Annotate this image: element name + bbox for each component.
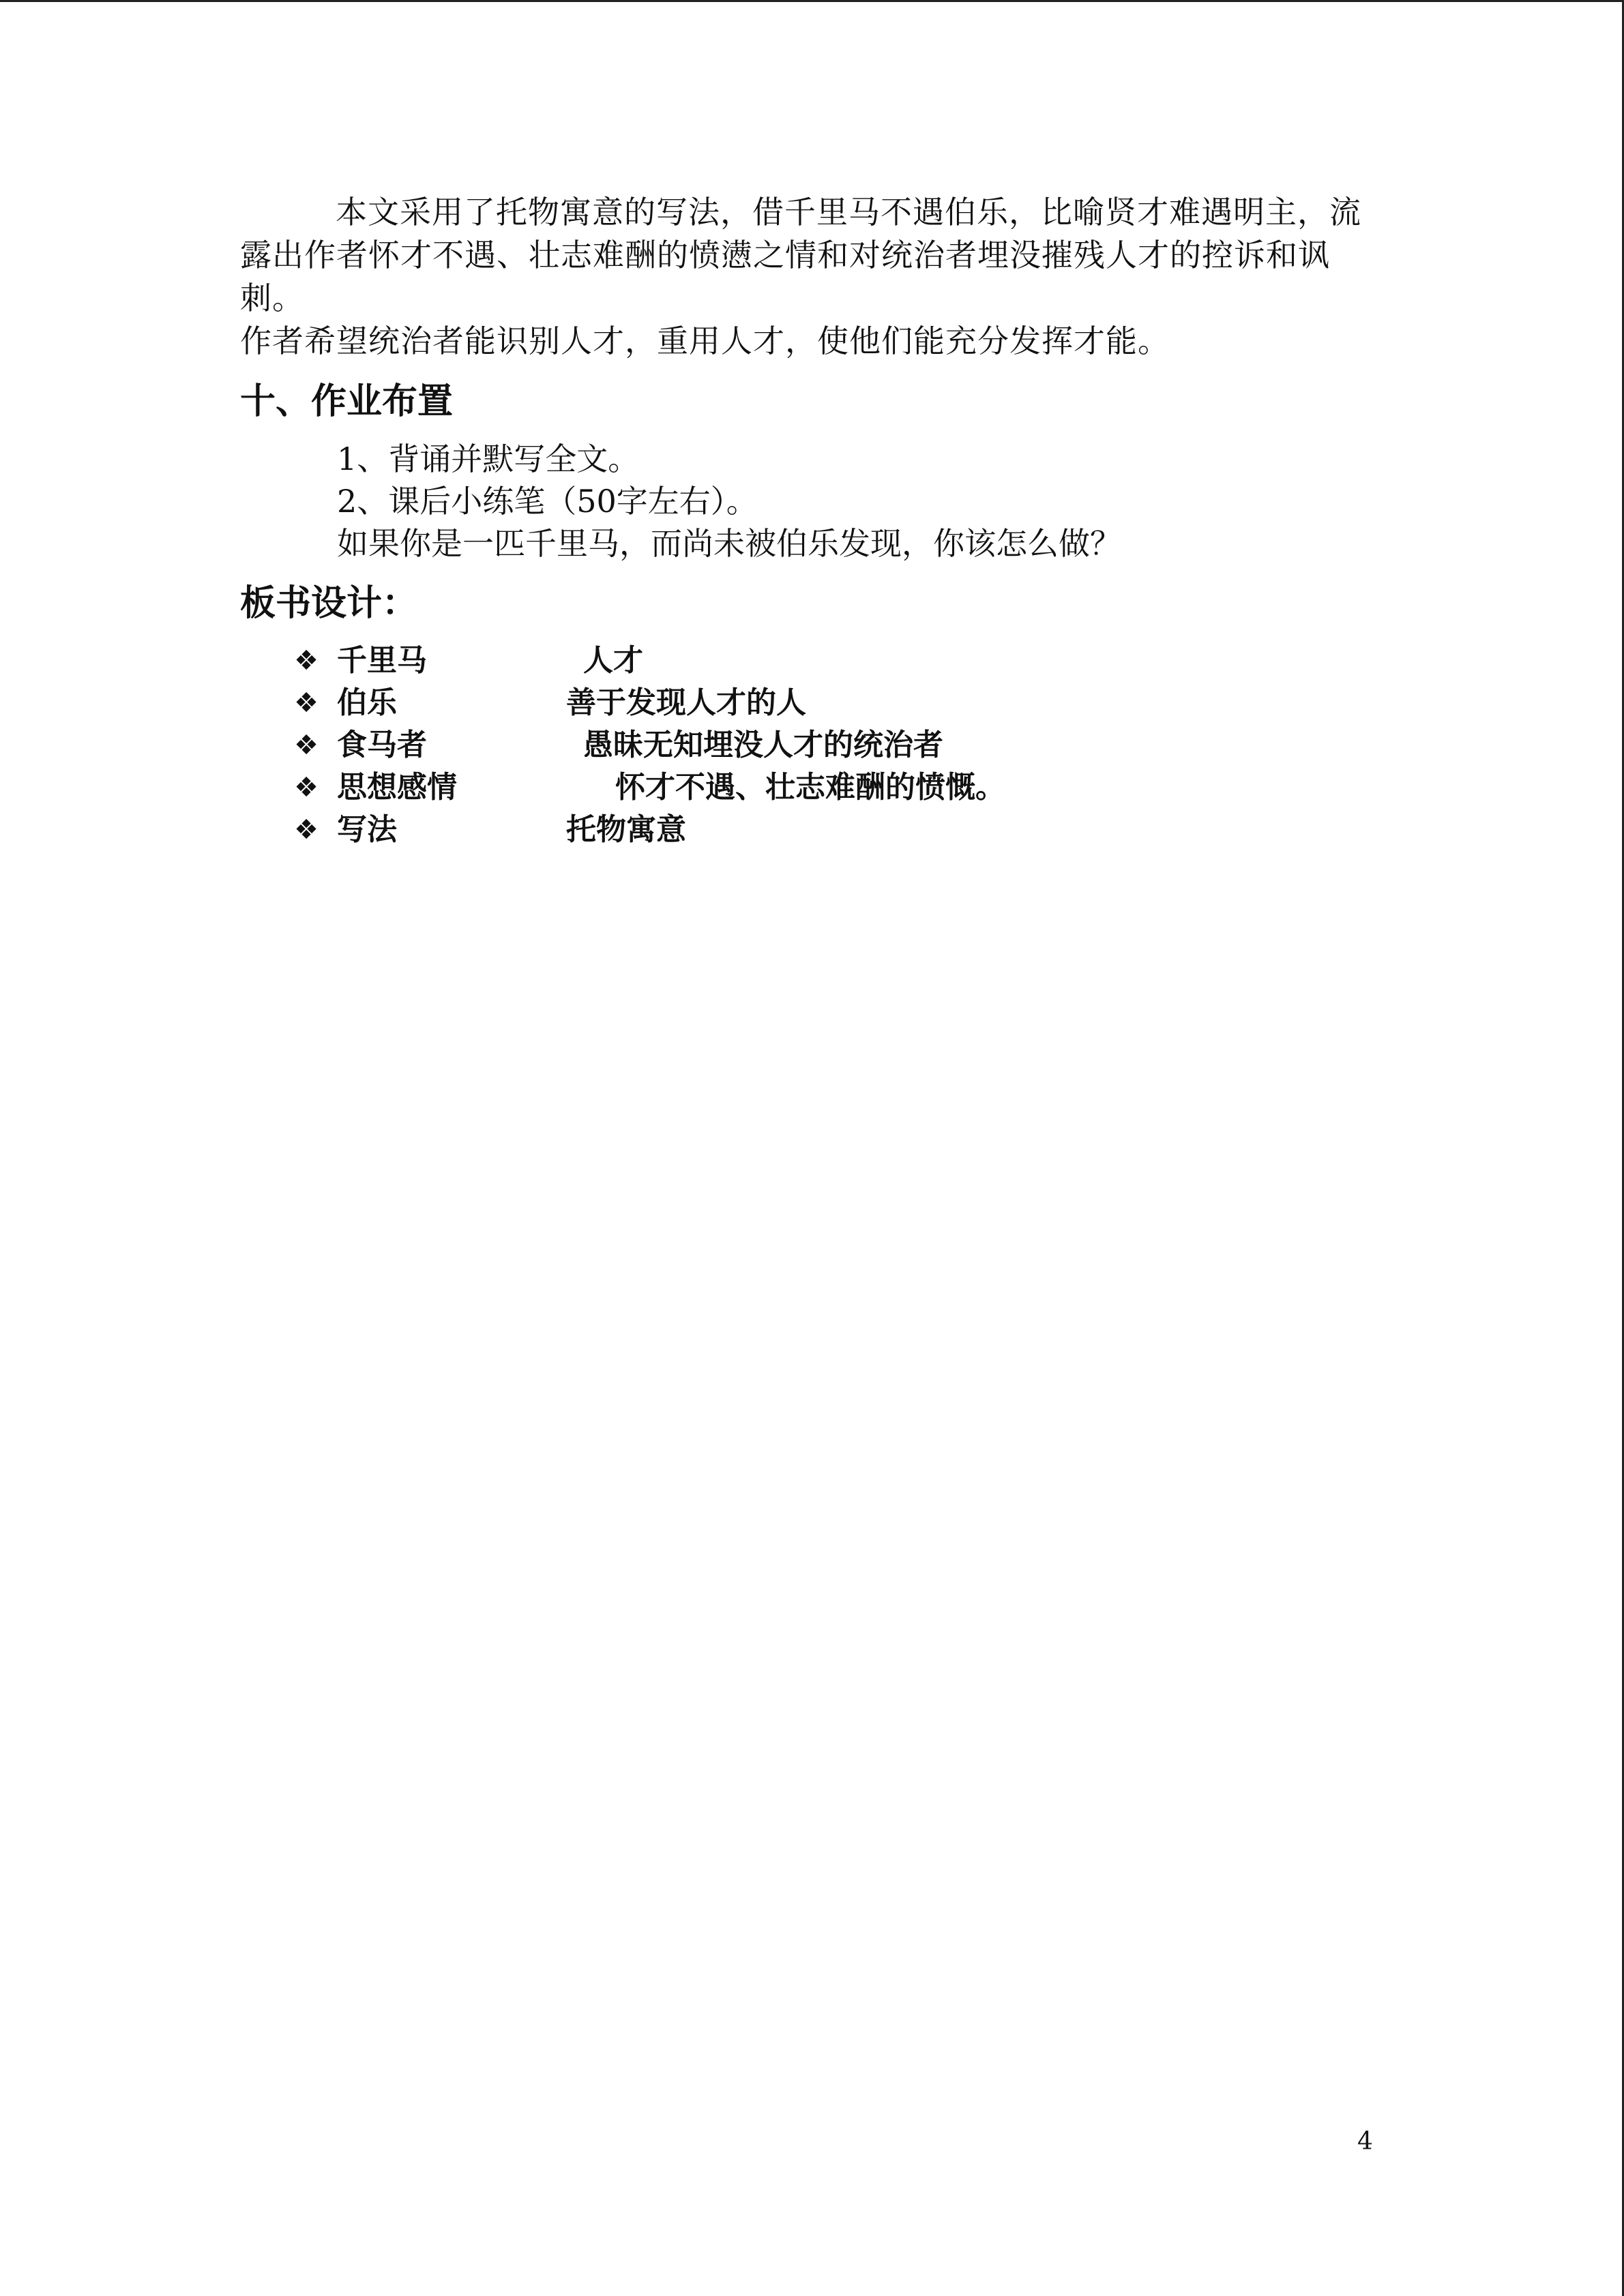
blackboard-definition: 怀才不遇、壮志难酬的愤慨。 bbox=[615, 770, 1005, 805]
diamond-bullet-icon: ❖ bbox=[294, 814, 319, 846]
homework-list bbox=[240, 438, 1386, 565]
blackboard-term: 伯乐 bbox=[337, 685, 397, 720]
blackboard-definition: 愚昧无知埋没人才的统治者 bbox=[583, 728, 943, 762]
top-border-line bbox=[0, 0, 1624, 2]
summary-paragraph-2: 作者希望统治者能识别人才，重用人才，使他们能充分发挥才能。 bbox=[240, 323, 1170, 359]
blackboard-heading: 板书设计： bbox=[240, 583, 418, 624]
blackboard-definition: 人才 bbox=[583, 643, 643, 678]
diamond-bullet-icon: ❖ bbox=[294, 645, 319, 676]
homework-heading: 十、作业布置 bbox=[240, 381, 454, 422]
blackboard-definition: 善于发现人才的人 bbox=[566, 685, 806, 720]
blackboard-row bbox=[240, 640, 1386, 682]
blackboard-row bbox=[240, 766, 1386, 809]
diamond-bullet-icon: ❖ bbox=[294, 772, 319, 803]
blackboard-term: 食马者 bbox=[337, 728, 427, 762]
blackboard-term: 千里马 bbox=[337, 643, 427, 678]
homework-item: 如果你是一匹千里马，而尚未被伯乐发现，你该怎么做？ bbox=[337, 525, 1121, 562]
diamond-bullet-icon: ❖ bbox=[294, 687, 319, 719]
homework-item: 2、课后小练笔（50字左右）。 bbox=[337, 483, 758, 520]
blackboard-list bbox=[240, 640, 1386, 851]
page-content bbox=[240, 191, 1386, 851]
blackboard-row bbox=[240, 682, 1386, 724]
page-number: 4 bbox=[1357, 2128, 1373, 2156]
blackboard-row bbox=[240, 809, 1386, 851]
blackboard-term: 写法 bbox=[337, 812, 397, 847]
blackboard-term: 思想感情 bbox=[337, 770, 457, 805]
blackboard-definition: 托物寓意 bbox=[566, 812, 686, 847]
diamond-bullet-icon: ❖ bbox=[294, 730, 319, 761]
homework-item: 1、背诵并默写全文。 bbox=[337, 441, 640, 477]
blackboard-row bbox=[240, 724, 1386, 766]
summary-paragraph: 本文采用了托物寓意的写法，借千里马不遇伯乐，比喻贤才难遇明主，流露出作者怀才不遇、壮志难酬的愤懑之情和对统治者埋没摧残人才的控诉和讽刺。 bbox=[240, 194, 1361, 316]
